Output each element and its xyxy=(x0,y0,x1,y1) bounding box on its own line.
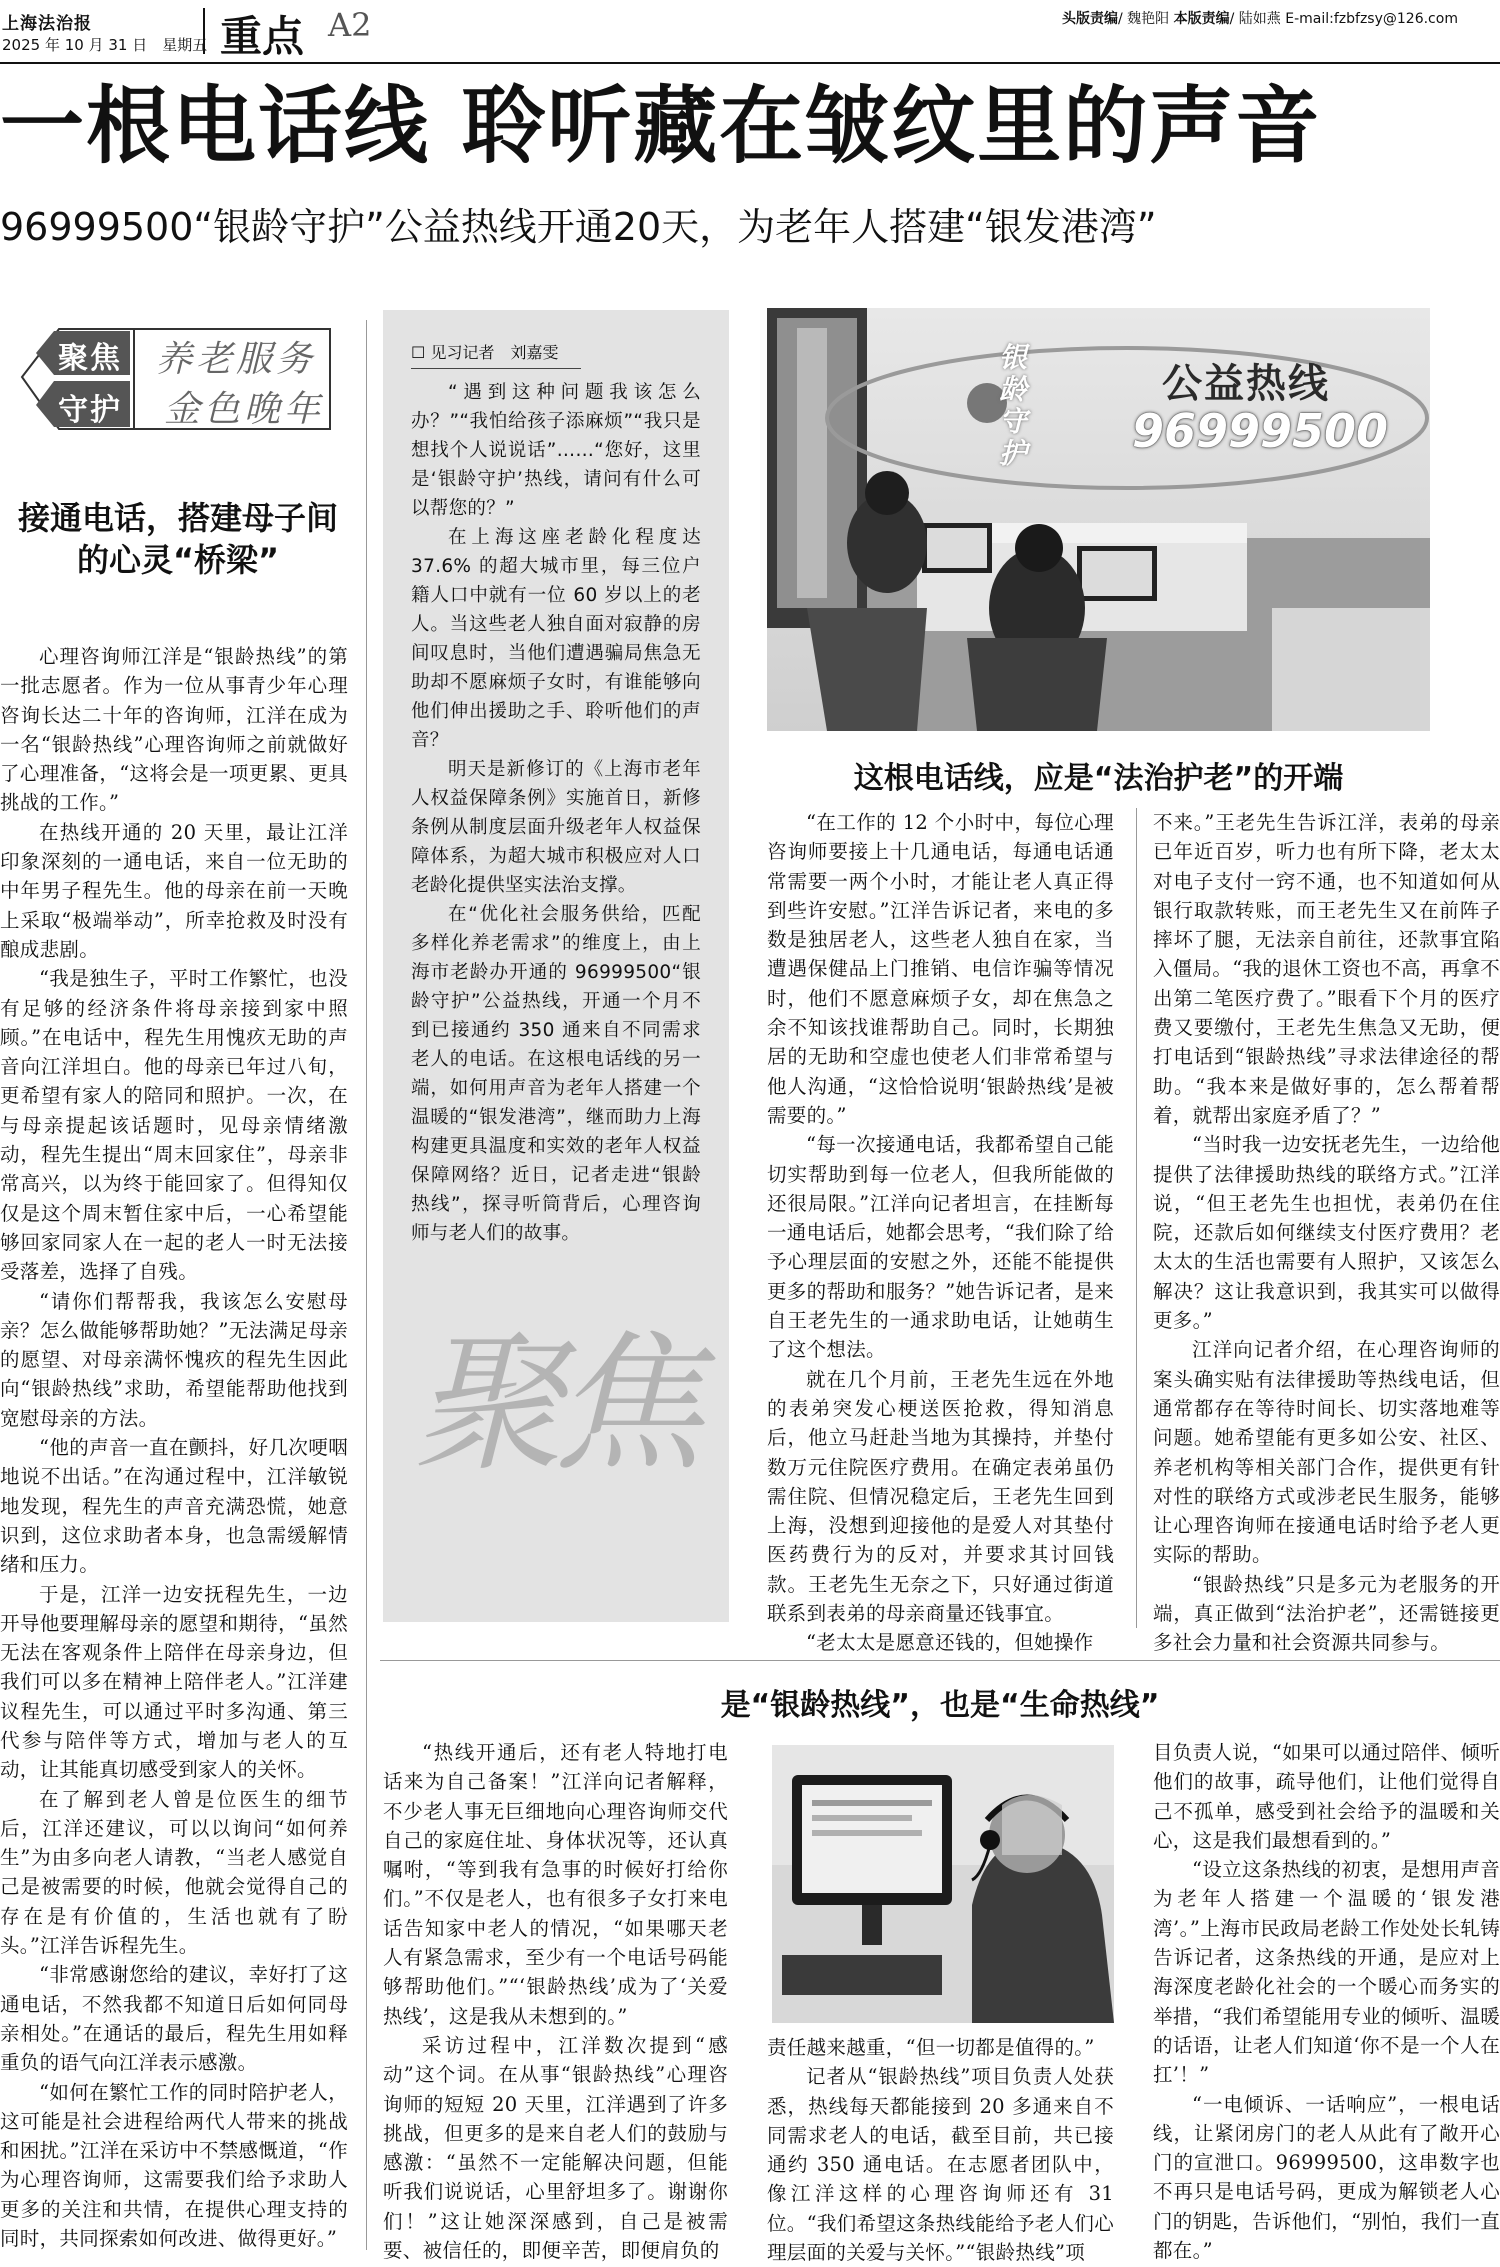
badge-line-2: 金色晚年 xyxy=(164,389,325,430)
left-para-1: 心理咨询师江洋是“银龄热线”的第一批志愿者。作为一位从事青少年心理咨询长达二十年的咨询师，江洋在成为一名“银龄热线”心理咨询师之前就做好了心理准备，“这将会是一项更累、更具挑战的工作。” xyxy=(0,645,348,815)
section3-col-3 xyxy=(1153,1738,1500,2265)
section2-col-1 xyxy=(767,808,1114,1658)
section3-title: 是“银龄热线”，也是“生命热线” xyxy=(720,1688,1160,1723)
left-para-3: “我是独生子，平时工作繁忙，也没有足够的经济条件将母亲接到家中照顾。”在电话中，程先生用愧疚无助的声音向江洋坦白。他的母亲已年过八旬，更希望有家人的陪同和照护。一次，在与母亲提起该话题时，见母亲情绪激动，程先生提出“周末回家住”，母亲非常高兴，以为终于能回家了。但得知仅仅是这个周末暂住家中后，一心希望能够回家同家人在一起的老人一时无法接受落差，选择了自残。 xyxy=(0,967,348,1284)
office-scene xyxy=(767,308,1430,731)
intro-para-2: 在上海这座老龄化程度达 37.6% 的超大城市里，每三位户籍人口中就有一位 60 岁以上的老人。当这些老人独自面对寂静的房间叹息时，当他们遭遇骗局焦急无助却不愿麻烦子女时，有谁能够向他们伸出援助之手、聆听他们的声音？ xyxy=(411,527,701,751)
hotline-office-photo xyxy=(767,308,1430,731)
s3-col3-para-2: “设立这条热线的初衷，是想用声音为老年人搭建一个温暖的‘银发港湾’。”上海市民政局老龄工作处处长轧铸告诉记者，这条热线的开通，是应对上海深度老龄化社会的一个暖心而务实的举措，“我们希望能用专业的倾听、温暖的话语，让老人们知道‘你不是一个人在扛’！” xyxy=(1153,1858,1500,2087)
intro-para-1: “遇到这种问题我该怎么办？”“我怕给孩子添麻烦”“我只是想找个人说说话”……“您好，这里是‘银龄守护’热线，请问有什么可以帮您的？” xyxy=(411,382,701,519)
left-para-6: 于是，江洋一边安抚程先生，一边开导他要理解母亲的愿望和期待，“虽然无法在客观条件上陪伴在母亲身边，但我们可以多在精神上陪伴老人。”江洋建议程先生，可以通过平时多沟通、第三代参与陪伴等方式，增加与老人的互动，让其能真切感受到家人的关怀。 xyxy=(0,1582,348,1782)
editor-credits: 头版责编/ 魏艳阳 本版责编/ 陆如燕 E-mail:fzbfzsy@126.com xyxy=(1062,11,1458,27)
left-para-8: “非常感谢您给的建议，幸好打了这通电话，不然我都不知道日后如何同母亲相处。”在通话的最后，程先生用如释重负的语气向江洋表示感激。 xyxy=(0,1963,348,2075)
intro-box xyxy=(383,310,729,1622)
editor-label-1: 头版责编 xyxy=(1062,11,1118,27)
sign-text-number: 96999500 xyxy=(1132,404,1389,458)
byline-box-icon: ☐ xyxy=(411,343,426,362)
byline xyxy=(411,340,558,363)
editor-email: E-mail:fzbfzsy@126.com xyxy=(1285,11,1458,27)
section-badge xyxy=(14,325,332,433)
counselor-scene xyxy=(772,1745,1114,2023)
watermark-calligraphy: 聚焦 xyxy=(413,1318,694,1492)
left-para-4: “请你们帮帮我，我该怎么安慰母亲？怎么做能够帮助她？”无法满足母亲的愿望、对母亲满怀愧疚的程先生因此向“银龄热线”求助，希望能帮助他找到宽慰母亲的方法。 xyxy=(0,1289,348,1430)
masthead-rule xyxy=(0,62,1500,64)
column-rule-s2 xyxy=(1136,808,1137,1628)
section3-col-2 xyxy=(767,2033,1114,2267)
badge-tag-2: 守护 xyxy=(58,393,122,428)
left-para-9: “如何在繁忙工作的同时陪护老人，这可能是社会进程给两代人带来的挑战和困扰。”江洋在采访中不禁感慨道，“作为心理咨询师，这需要我们给予求助人更多的关注和共情，在提供心理支持的同时，共同探索如何改进、做得更好。” xyxy=(0,2080,348,2251)
s3-col3-para-3: “一电倾诉、一话响应”，一根电话线，让紧闭房门的老人从此有了敞开心门的宣泄口。96999500，这串数字也不再只是电话号码，更成为解锁老人心门的钥匙，告诉他们，“别怕，我们一直都在。” xyxy=(1153,2092,1500,2263)
s2-col1-para-4: “老太太是愿意还钱的，但她操作 xyxy=(806,1631,1094,1655)
left-column-body xyxy=(0,642,348,2253)
s2-col2-para-1: 不来。”王老先生告诉江洋，表弟的母亲已年近百岁，听力也有所下降，老太太对电子支付一窍不通，也不知道如何从银行取款转账，而王老先生又在前阵子摔坏了腿，无法亲自前往，还款事宜陷入僵局。“我的退休工资也不高，再拿不出第二笔医疗费了。”眼看下个月的医疗费又要缴付，王老先生焦急又无助，便打电话到“银龄热线”寻求法律途径的帮助。“我本来是做好事的，怎么帮着帮着，就帮出家庭矛盾了？” xyxy=(1153,811,1500,1127)
byline-text: 见习记者 刘嘉雯 xyxy=(430,343,559,362)
left-para-7: 在了解到老人曾是位医生的细节后，江洋还建议，可以以询问“如何养生”为由多向老人请教，“当老人感觉自己是被需要的时候，他就会觉得自己的存在是有价值的，生活也就有了盼头。”江洋告诉程先生。 xyxy=(0,1787,348,1958)
section2-col-2 xyxy=(1153,808,1500,1658)
counselor-photo xyxy=(772,1745,1114,2023)
headline: 一根电话线 聆听藏在皱纹里的声音 xyxy=(0,76,1322,175)
s2-col1-para-2: “每一次接通电话，我都希望自己能切实帮助到每一位老人，但我所能做的还很局限。”江洋向记者坦言，在挂断每一通电话后，她都会思考，“我们除了给予心理层面的安慰之外，还能不能提供更多的帮助和服务？”她告诉记者，是来自王老先生的一通求助电话，让她萌生了这个想法。 xyxy=(767,1133,1114,1362)
masthead-divider xyxy=(203,8,205,54)
s2-col2-para-2: “当时我一边安抚老先生，一边给他提供了法律援助热线的联络方式。”江洋说，“但王老先生也担忧，表弟仍在住院，还款后如何继续支付医疗费用？老太太的生活也需要有人照护，又该怎么解决？这让我意识到，我其实可以做得更多。” xyxy=(1153,1133,1500,1333)
left-title-line-2: 的心灵“桥梁” xyxy=(76,541,280,579)
masthead xyxy=(0,0,1500,62)
column-rule-left xyxy=(366,320,367,2250)
s3-col2-para-1: 责任越来越重，“但一切都是值得的。” xyxy=(767,2036,1095,2059)
intro-body xyxy=(411,378,701,1248)
editor-2: 陆如燕 xyxy=(1238,11,1281,27)
editor-label-2: 本版责编 xyxy=(1173,11,1230,27)
s2-col2-para-3: 江洋向记者介绍，在心理咨询师的案头确实贴有法律援助等热线电话，但通常都存在等待时间长、切实落地难等问题。她希望能有更多如公安、社区、养老机构等相关部门合作，提供更有针对性的联络方式或涉老民生服务，能够让心理咨询师在接通电话时给予老人更实际的帮助。 xyxy=(1153,1338,1500,1567)
left-title-line-1: 接通电话，搭建母子间 xyxy=(17,499,338,537)
badge-tag-1: 聚焦 xyxy=(58,341,122,376)
s2-col2-para-4: “银龄热线”只是多元为老服务的开端，真正做到“法治护老”，还需链接更多社会力量和社会资源共同参与。 xyxy=(1153,1572,1500,1655)
badge-line-1: 养老服务 xyxy=(156,339,317,380)
issue-date: 2025 年 10 月 31 日 星期五 xyxy=(2,36,208,54)
s3-col2-para-2: 记者从“银龄热线”项目负责人处获悉，热线每天都能接到 20 多通来自不同需求老人的电话，截至目前，共已接通约 350 通电话。在志愿者团队中，像江洋这样的心理咨询师还有 31 位。“我们希望这条热线能给予老人们心理层面的关爱与关怀。”“银龄热线”项 xyxy=(767,2065,1114,2265)
s3-col1-para-2: 采访过程中，江洋数次提到“感动”这个词。在从事“银龄热线”心理咨询师的短短 20 天里，江洋遇到了许多挑战，但更多的是来自老人们的鼓励与感激：“虽然不一定能解决问题，但能听我们说说话，心里舒坦多了。谢谢你们！”这让她深深感到，自己是被需要、被信任的，即便辛苦，即便肩负的 xyxy=(383,2033,728,2263)
left-para-2: 在热线开通的 20 天里，最让江洋印象深刻的一通电话，来自一位无助的中年男子程先生。他的母亲在前一天晚上采取“极端举动”，所幸抢救及时没有酿成悲剧。 xyxy=(0,820,348,961)
s3-col1-para-1: “热线开通后，还有老人特地打电话来为自己备案！”江洋向记者解释，不少老人事无巨细地向心理咨询师交代自己的家庭住址、身体状况等，还认真嘱咐，“等到我有急事的时候好打给你们。”不仅是老人，也有很多子女打来电话告知家中老人的情况，“如果哪天老人有紧急需求，至少有一个电话号码能够帮助他们。”“‘银龄热线’成为了‘关爱热线’，这是我从未想到的。” xyxy=(383,1741,728,2028)
sign-text-left: 银龄守护 xyxy=(999,341,1028,470)
intro-para-3: 明天是新修订的《上海市老年人权益保障条例》实施首日，新修条例从制度层面升级老年人权益保障体系，为超大城市积极应对人口老龄化提供坚实法治支撑。 xyxy=(411,759,701,896)
editor-1: 魏艳阳 xyxy=(1127,11,1170,27)
left-column-title xyxy=(0,497,356,581)
sign-text-title: 公益热线 xyxy=(1162,361,1330,407)
intro-para-4: 在“优化社会服务供给，匹配多样化养老需求”的维度上，由上海市老龄办开通的 96999500“银龄守护”公益热线，开通一个月不到已接通约 350 通来自不同需求老人的电话。在这根电话线的另一端，如何用声音为老年人搭建一个温暖的“银发港湾”，继而助力上海构建更具温度和实效的老年人权益保障网络？近日，记者走进“银龄热线”，探寻听筒背后，心理咨询师与老人们的故事。 xyxy=(411,904,701,1244)
paper-logo: 上海法治报 xyxy=(2,14,92,34)
left-para-5: “他的声音一直在颤抖，好几次哽咽地说不出话。”在沟通过程中，江洋敏锐地发现，程先生的声音充满恐慌，她意识到，这位求助者本身，也急需缓解情绪和压力。 xyxy=(0,1436,348,1577)
page-number: A2 xyxy=(328,6,372,44)
section2-title: 这根电话线，应是“法治护老”的开端 xyxy=(853,761,1344,796)
s3-col3-para-1: 目负责人说，“如果可以通过陪伴、倾听他们的故事，疏导他们，让他们觉得自己不孤单，感受到社会给予的温暖和关心，这是我们最想看到的。” xyxy=(1153,1741,1500,1852)
section-name: 重点 xyxy=(220,12,305,61)
s2-col1-para-1: “在工作的 12 个小时中，每位心理咨询师要接上十几通电话，每通电话通常需要一两个小时，才能让老人真正得到些许安慰。”江洋告诉记者，来电的多数是独居老人，这些老人独自在家，当遭遇保健品上门推销、电信诈骗等情况时，他们不愿意麻烦子女，却在焦急之余不知该找谁帮助自己。同时，长期独居的无助和空虚也使老人们非常希望与他人沟通，“这恰恰说明‘银龄热线’是被需要的。” xyxy=(767,811,1114,1127)
byline-rule xyxy=(411,368,581,369)
s2-col1-para-3: 就在几个月前，王老先生远在外地的表弟突发心梗送医抢救，得知消息后，他立马赶赴当地为其操持，并垫付数万元住院医疗费用。在确定表弟虽仍需住院、但情况稳定后，王老先生回到上海，没想到迎接他的是爱人对其垫付医药费行为的反对，并要求其讨回钱款。王老先生无奈之下，只好通过街道联系到表弟的母亲商量还钱事宜。 xyxy=(767,1367,1114,1626)
subheadline: 96999500“银龄守护”公益热线开通20天，为老年人搭建“银发港湾” xyxy=(0,205,1157,249)
section3-col-1 xyxy=(383,1738,728,2265)
section3-rule xyxy=(380,1660,1500,1661)
